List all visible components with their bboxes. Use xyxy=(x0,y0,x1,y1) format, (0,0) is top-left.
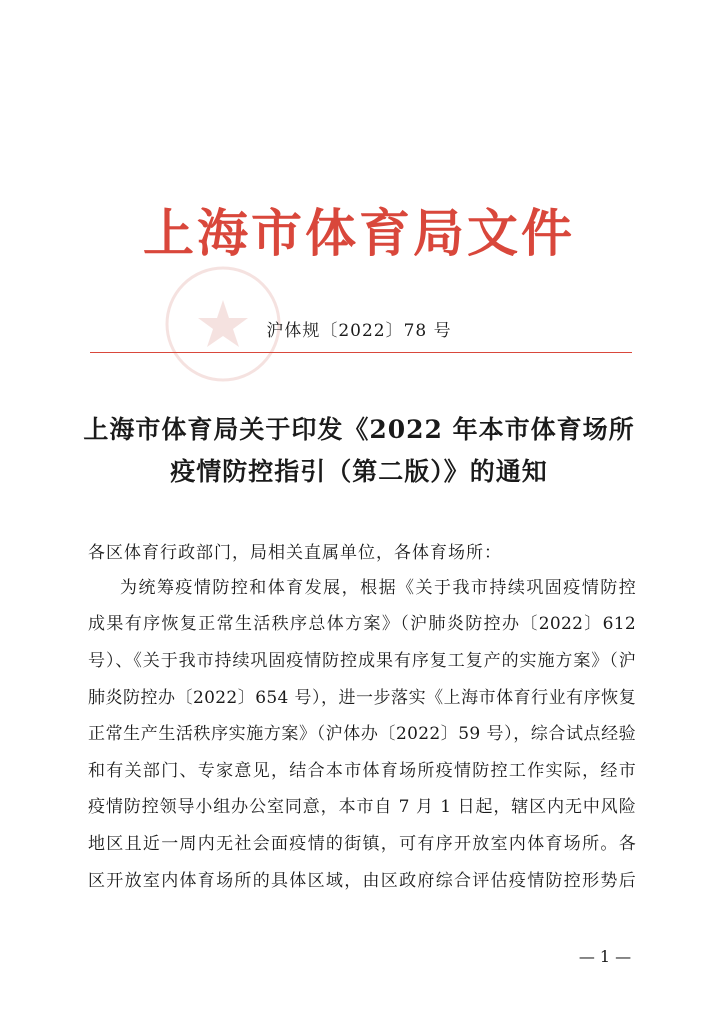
body-line: 区开放室内体育场所的具体区域，由区政府综合评估疫情防控形势后 xyxy=(88,871,636,891)
document-number: 沪体规〔2022〕78 号 xyxy=(266,321,452,341)
document-header-title: 上海市体育局文件 xyxy=(142,204,575,264)
body-line: 成果有序恢复正常生活秩序总体方案》（沪肺炎防控办〔2022〕612 xyxy=(88,614,636,634)
body-line: 和有关部门、专家意见，结合本市体育场所疫情防控工作实际，经市 xyxy=(88,761,636,781)
salutation: 各区体育行政部门，局相关直属单位，各体育场所： xyxy=(88,543,502,563)
body-line: 为统筹疫情防控和体育发展，根据《关于我市持续巩固疫情防控 xyxy=(120,578,636,598)
document-title-line-2: 疫情防控指引（第二版）》的通知 xyxy=(170,457,548,486)
body-line: 地区且近一周内无社会面疫情的街镇，可有序开放室内体育场所。各 xyxy=(88,834,636,854)
red-divider xyxy=(90,352,632,353)
body-line: 正常生产生活秩序实施方案》（沪体办〔2022〕59 号），综合试点经验 xyxy=(88,724,636,744)
document-title-line-1: 上海市体育局关于印发《2022 年本市体育场所 xyxy=(83,415,635,444)
body-line: 疫情防控领导小组办公室同意，本市自 7 月 1 日起，辖区内无中风险 xyxy=(88,797,636,817)
body-line: 号）、《关于我市持续巩固疫情防控成果有序复工复产的实施方案》（沪 xyxy=(88,651,636,671)
body-line: 肺炎防控办〔2022〕654 号），进一步落实《上海市体育行业有序恢复 xyxy=(88,688,636,708)
page-number: — 1 — xyxy=(578,947,632,966)
